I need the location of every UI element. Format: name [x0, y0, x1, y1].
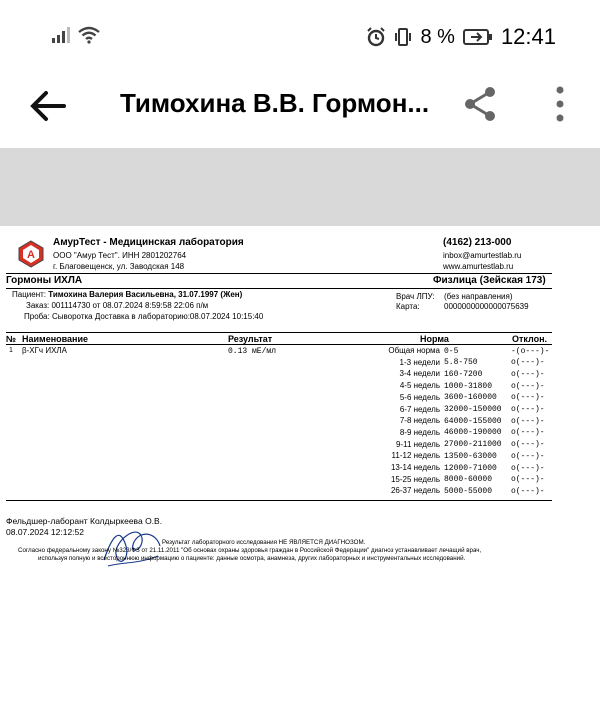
- divider: [6, 344, 552, 345]
- test-result: 0.13 мЕ/мл: [228, 347, 277, 356]
- card-value: 0000000000000075639: [444, 302, 529, 311]
- norm-deviation: o(---)-: [511, 428, 545, 438]
- norm-deviation: o(---)-: [511, 416, 545, 426]
- norm-deviation: o(---)-: [511, 451, 545, 461]
- col-num: №: [6, 334, 17, 344]
- battery-charging-icon: [463, 28, 493, 46]
- svg-text:A: A: [27, 249, 35, 261]
- norm-label: 4-5 недель: [399, 381, 440, 391]
- norm-label: 9-11 недель: [395, 439, 440, 449]
- divider: [6, 332, 552, 333]
- norm-label: 6-7 недель: [399, 404, 440, 414]
- col-result: Результат: [228, 334, 273, 344]
- order-label: Заказ:: [26, 301, 50, 310]
- norm-label: 7-8 недель: [399, 416, 440, 426]
- row-number: 1: [9, 347, 13, 354]
- norm-range: 13500-63000: [444, 451, 497, 461]
- document-title: Тимохина В.В. Гормон...: [120, 88, 430, 118]
- norm-range: 8000-60000: [444, 475, 493, 485]
- norm-label: Общая норма: [388, 346, 440, 355]
- norm-label: 13-14 недель: [390, 463, 440, 472]
- signer: Фельдшер-лаборант Колдыркеева О.В.: [6, 516, 163, 526]
- sample-row: [24, 312, 263, 322]
- norm-range: 12000-71000: [444, 463, 497, 473]
- norm-range: 27000-211000: [444, 440, 502, 450]
- norm-deviation: o(---)-: [511, 358, 545, 368]
- col-norm: Норма: [420, 334, 449, 344]
- doctor-value: (без направления): [444, 292, 513, 301]
- norm-deviation: o(---)-: [511, 463, 545, 473]
- doctor-label: Врач ЛПУ:: [396, 292, 435, 301]
- alarm-icon: [366, 27, 386, 47]
- norm-range: 5.8-750: [444, 358, 478, 368]
- patient-value: Тимохина Валерия Васильевна, 31.07.1997 (Жен): [48, 290, 243, 299]
- norm-label: 8-9 недель: [399, 427, 440, 437]
- norm-deviation: o(---)-: [511, 405, 545, 414]
- norm-label: 26-37 недель: [390, 486, 440, 496]
- sample-label: Проба:: [24, 312, 50, 321]
- patient-row: [12, 290, 242, 300]
- divider: [6, 288, 552, 289]
- norm-label: 5-6 недель: [399, 392, 440, 402]
- norm-range: 64000-155000: [444, 416, 502, 426]
- more-vert-icon[interactable]: [548, 84, 572, 124]
- norm-label: 3-4 недели: [399, 369, 440, 379]
- section-title: Гормоны ИХЛА: [6, 275, 83, 286]
- patient-label: Пациент:: [12, 290, 47, 299]
- norm-deviation: o(---)-: [511, 393, 545, 403]
- norm-range: 3600-160000: [444, 393, 497, 403]
- branch-name: Физлица (Зейская 173): [433, 275, 546, 286]
- status-left: [52, 26, 100, 44]
- disclaimer-3: используя полную и всестороннюю информацию о пациенте: данные осмотра, анамнеза, других лабораторных и инструментальных исследований.: [38, 555, 466, 562]
- divider: [6, 273, 552, 274]
- lab-website: www.amurtestlab.ru: [443, 262, 514, 271]
- norm-deviation: o(---)-: [511, 440, 545, 450]
- lab-org: ООО "Амур Тест". ИНН 2801202764: [53, 251, 187, 260]
- norm-range: 0-5: [444, 346, 459, 356]
- norm-range: 1000-31800: [444, 381, 493, 391]
- wifi-icon: [78, 26, 100, 44]
- disclaimer-1: Результат лабораторного исследования НЕ ЯВЛЯЕТСЯ ДИАГНОЗОМ.: [162, 539, 366, 546]
- norm-label: 1-3 недели: [399, 357, 440, 367]
- battery-percent: 8 %: [420, 25, 455, 48]
- lab-phone: (4162) 213-000: [443, 237, 512, 248]
- lab-address: г. Благовещенск, ул. Заводская 148: [53, 262, 185, 271]
- test-name: β-ХГч ИХЛА: [22, 346, 67, 355]
- clock: 12:41: [500, 24, 556, 49]
- norm-label: 11-12 недель: [391, 451, 440, 461]
- share-icon[interactable]: [462, 84, 498, 124]
- lab-email: inbox@amurtestlab.ru: [443, 251, 522, 260]
- disclaimer-2: Согласно федеральному закону №323/ФЗ от 21.11.2011 "Об основах охраны здоровья граждан в Российской Федерации" диагноз устанавливает лечащий врач,: [18, 547, 482, 554]
- norm-label: 15-25 недель: [390, 474, 440, 484]
- status-bar: [0, 0, 600, 72]
- back-arrow-icon[interactable]: [28, 86, 68, 126]
- norm-range: 160-7200: [444, 369, 483, 379]
- card-label: Карта:: [396, 302, 420, 311]
- norm-range: 46000-190000: [444, 428, 502, 438]
- lab-name: АмурТест - Медицинская лаборатория: [53, 237, 244, 248]
- doctor-row: [396, 292, 435, 302]
- norm-deviation: -(o---)-: [511, 346, 550, 356]
- page-separator: [0, 148, 600, 226]
- col-deviation: Отклон.: [512, 334, 548, 344]
- signal-icon: [52, 27, 72, 43]
- lab-logo: [18, 240, 44, 268]
- norm-deviation: o(---)-: [511, 369, 545, 379]
- status-right: [366, 24, 556, 50]
- order-row: [26, 301, 208, 311]
- norm-deviation: o(---)-: [511, 381, 545, 391]
- app-bar: [0, 72, 600, 148]
- norm-range: 5000-55000: [444, 486, 493, 496]
- sign-date: 08.07.2024 12:12:52: [6, 527, 84, 537]
- sample-value: Сыворотка Доставка в лабораторию:08.07.2024 10:15:40: [51, 312, 264, 321]
- vibrate-icon: [394, 27, 412, 47]
- norm-deviation: o(---)-: [511, 486, 545, 496]
- norm-range: 32000-150000: [444, 405, 502, 414]
- divider: [6, 500, 552, 501]
- order-value: 001114730 от 08.07.2024 8:59:58 22:06 п/м: [51, 301, 209, 310]
- col-name: Наименование: [22, 334, 89, 344]
- norm-deviation: o(---)-: [511, 475, 545, 485]
- lab-report: [0, 226, 600, 720]
